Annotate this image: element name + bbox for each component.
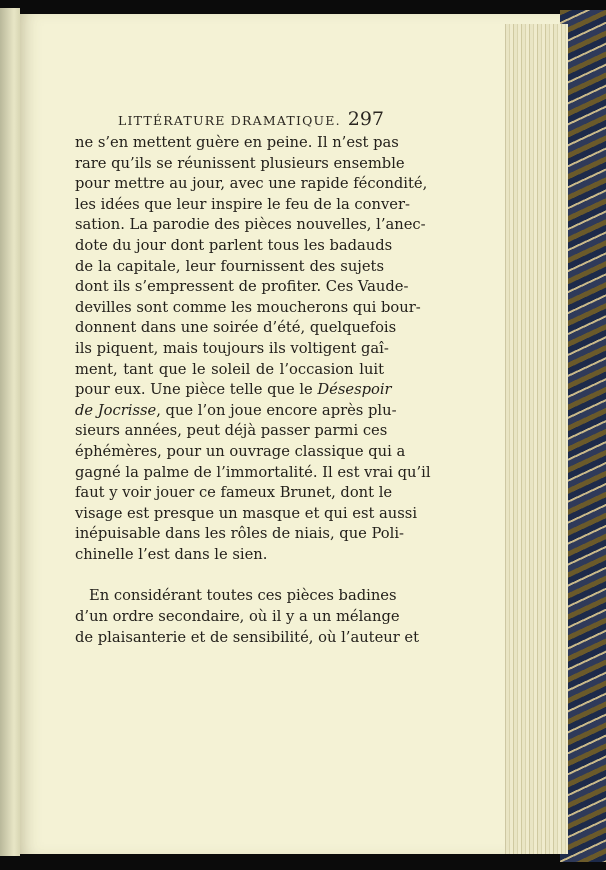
text-line: les idées que leur inspire le feu de la conver-: [75, 195, 410, 213]
text-line: En considérant toutes ces pièces badines: [89, 587, 397, 605]
text-line: donnent dans une soirée d’été, quelquefois: [75, 319, 397, 337]
page-number: 297: [347, 108, 384, 130]
text-line: dote du jour dont parlent tous les badauds: [75, 236, 393, 254]
text-line: ne s’en mettent guère en peine. Il n’est pas: [75, 134, 399, 151]
text-line: devilles sont comme les moucherons qui bour-: [75, 298, 421, 316]
text-line: ils piquent, mais toujours ils voltigent gaî-: [75, 339, 389, 357]
text-line: sation. La parodie des pièces nouvelles, l’anec-: [75, 216, 426, 234]
text-line: de Jocrisse, que l’on joue encore après plu-: [75, 401, 397, 419]
running-head-title: LITTÉRATURE DRAMATIQUE.: [118, 113, 341, 128]
text-line: pour mettre au jour, avec une rapide fécondité,: [75, 175, 428, 193]
paragraph: [75, 133, 431, 565]
text-line: chinelle l’est dans le sien.: [75, 545, 268, 563]
paragraph: [75, 586, 420, 648]
text-line: pour eux. Une pièce telle que le Désespoir: [75, 381, 392, 399]
text-line: ment, tant que le soleil de l’occasion luit: [75, 360, 384, 378]
page-fore-edge: [505, 24, 568, 854]
text-line: éphémères, pour un ouvrage classique qui a: [75, 442, 406, 460]
text-line: faut y voir jouer ce fameux Brunet, dont le: [75, 484, 393, 502]
text-line: visage est presque un masque et qui est aussi: [75, 504, 418, 522]
running-head: [118, 108, 384, 130]
text-line: d’un ordre secondaire, où il y a un mélange: [75, 608, 400, 626]
paragraph-gap: [75, 565, 384, 586]
text-line: gagné la palme de l’immortalité. Il est vrai qu’il: [75, 463, 431, 481]
italic-title: Désespoir: [317, 381, 392, 399]
italic-title: de Jocrisse: [75, 401, 157, 419]
text-line: sieurs années, peut déjà passer parmi ces: [75, 422, 388, 440]
text-line: inépuisable dans les rôles de niais, que Poli-: [75, 525, 404, 543]
text-line: rare qu’ils se réunissent plusieurs ensemble: [75, 154, 405, 172]
text-line: de la capitale, leur fournissent des sujets: [75, 257, 384, 275]
body-text: [75, 133, 431, 648]
text-line: de plaisanterie et de sensibilité, où l’auteur et: [75, 628, 420, 646]
facing-page-edge: [0, 8, 20, 856]
text-line: dont ils s’empressent de profiter. Ces Vaude-: [75, 278, 409, 296]
